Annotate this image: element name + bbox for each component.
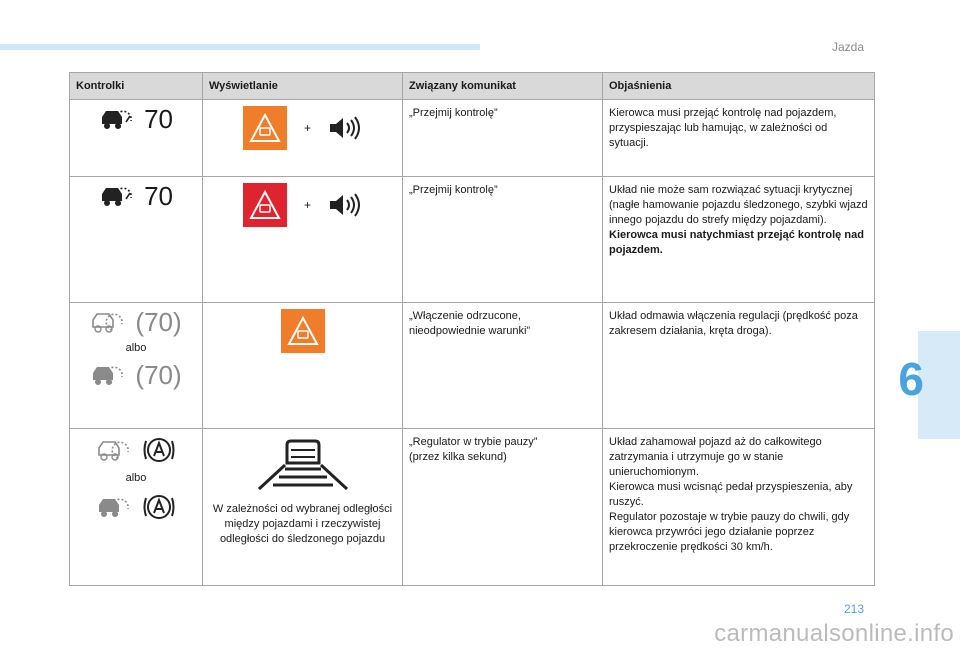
chapter-tab bbox=[918, 331, 960, 439]
speed-value: 70 bbox=[144, 103, 173, 134]
table-row bbox=[70, 100, 875, 177]
speed-value: 70 bbox=[144, 180, 173, 211]
vehicle-ahead-critical-icon bbox=[243, 183, 287, 227]
cell-objasnienia bbox=[603, 177, 875, 303]
cell-komunikat: „Włączenie odrzucone, nieodpowiednie warunki” bbox=[403, 303, 603, 429]
vehicle-ahead-warning-icon bbox=[243, 106, 287, 150]
cell-kontrolki bbox=[70, 429, 203, 586]
top-accent-bar bbox=[0, 44, 480, 50]
table-row bbox=[70, 429, 875, 586]
cell-objasnienia: Kierowca musi przejąć kontrolę nad pojazdem, przyspieszając lub hamując, w zależności od sytuacji. bbox=[603, 100, 875, 177]
vehicle-distance-road-icon bbox=[255, 435, 351, 491]
plus-sign: + bbox=[303, 197, 311, 212]
table-row bbox=[70, 303, 875, 429]
plus-sign: + bbox=[303, 120, 311, 135]
cell-komunikat: „Regulator w trybie pauzy” (przez kilka sekund) bbox=[403, 429, 603, 586]
speedometer-car-icon bbox=[99, 183, 133, 209]
col-wyswietlanie: Wyświetlanie bbox=[203, 73, 403, 100]
cell-kontrolki bbox=[70, 100, 203, 177]
chapter-number: 6 bbox=[898, 353, 924, 405]
cell-komunikat: „Przejmij kontrolę” bbox=[403, 100, 603, 177]
explanation-bold: Kierowca musi natychmiast przejąć kontrolę nad pojazdem. bbox=[609, 229, 864, 256]
auto-hold-a-icon bbox=[142, 435, 176, 465]
cell-kontrolki bbox=[70, 303, 203, 429]
cell-wyswietlanie bbox=[203, 177, 403, 303]
warning-table bbox=[69, 72, 875, 586]
speedometer-car-icon bbox=[99, 106, 133, 132]
albo-label: albo bbox=[125, 342, 147, 354]
sound-alert-icon bbox=[328, 192, 362, 218]
cell-komunikat: „Przejmij kontrolę” bbox=[403, 177, 603, 303]
page-number: 213 bbox=[843, 602, 864, 616]
sound-alert-icon bbox=[328, 115, 362, 141]
display-note: W zależności od wybranej odległości między pojazdami i rzeczywistej odległości do śledzonego pojazdu bbox=[212, 503, 393, 545]
cell-wyswietlanie bbox=[203, 429, 403, 586]
auto-hold-a-icon bbox=[142, 492, 176, 522]
table-row bbox=[70, 177, 875, 303]
col-komunikat: Związany komunikat bbox=[403, 73, 603, 100]
cell-kontrolki bbox=[70, 177, 203, 303]
cell-wyswietlanie bbox=[203, 303, 403, 429]
col-kontrolki: Kontrolki bbox=[70, 73, 203, 100]
cell-objasnienia: Układ zahamował pojazd aż do całkowitego zatrzymania i utrzymuje go w stanie unieruchomionym. Kierowca musi wcisnąć pedał przyspieszenia, aby ruszyć. Regulator pozostaje w trybie pauzy do chwili, gdy kierowca przywróci jego działanie poprzez przekroczenie prędkości 30 km/h. bbox=[603, 429, 875, 586]
speedometer-car-icon bbox=[90, 362, 124, 388]
section-title: Jazda bbox=[831, 40, 864, 54]
albo-label: albo bbox=[125, 472, 147, 484]
watermark: carmanualsonline.info bbox=[714, 620, 954, 647]
cell-wyswietlanie bbox=[203, 100, 403, 177]
speed-value-bracketed: (70) bbox=[135, 359, 182, 390]
speedometer-car-icon bbox=[96, 494, 130, 520]
col-objasnienia: Objaśnienia bbox=[603, 73, 875, 100]
explanation-text: Układ nie może sam rozwiązać sytuacji krytycznej (nagłe hamowanie pojazdu śledzonego, szybki wjazd innego pojazdu do strefy między pojazdami). bbox=[609, 184, 868, 226]
cell-objasnienia: Układ odmawia włączenia regulacji (prędkość poza zakresem działania, kręta droga). bbox=[603, 303, 875, 429]
speedometer-car-outline-icon bbox=[90, 309, 124, 335]
speed-value-bracketed: (70) bbox=[135, 306, 182, 337]
table-header-row bbox=[70, 73, 875, 100]
vehicle-ahead-warning-icon bbox=[281, 309, 325, 353]
speedometer-car-outline-icon bbox=[96, 437, 130, 463]
